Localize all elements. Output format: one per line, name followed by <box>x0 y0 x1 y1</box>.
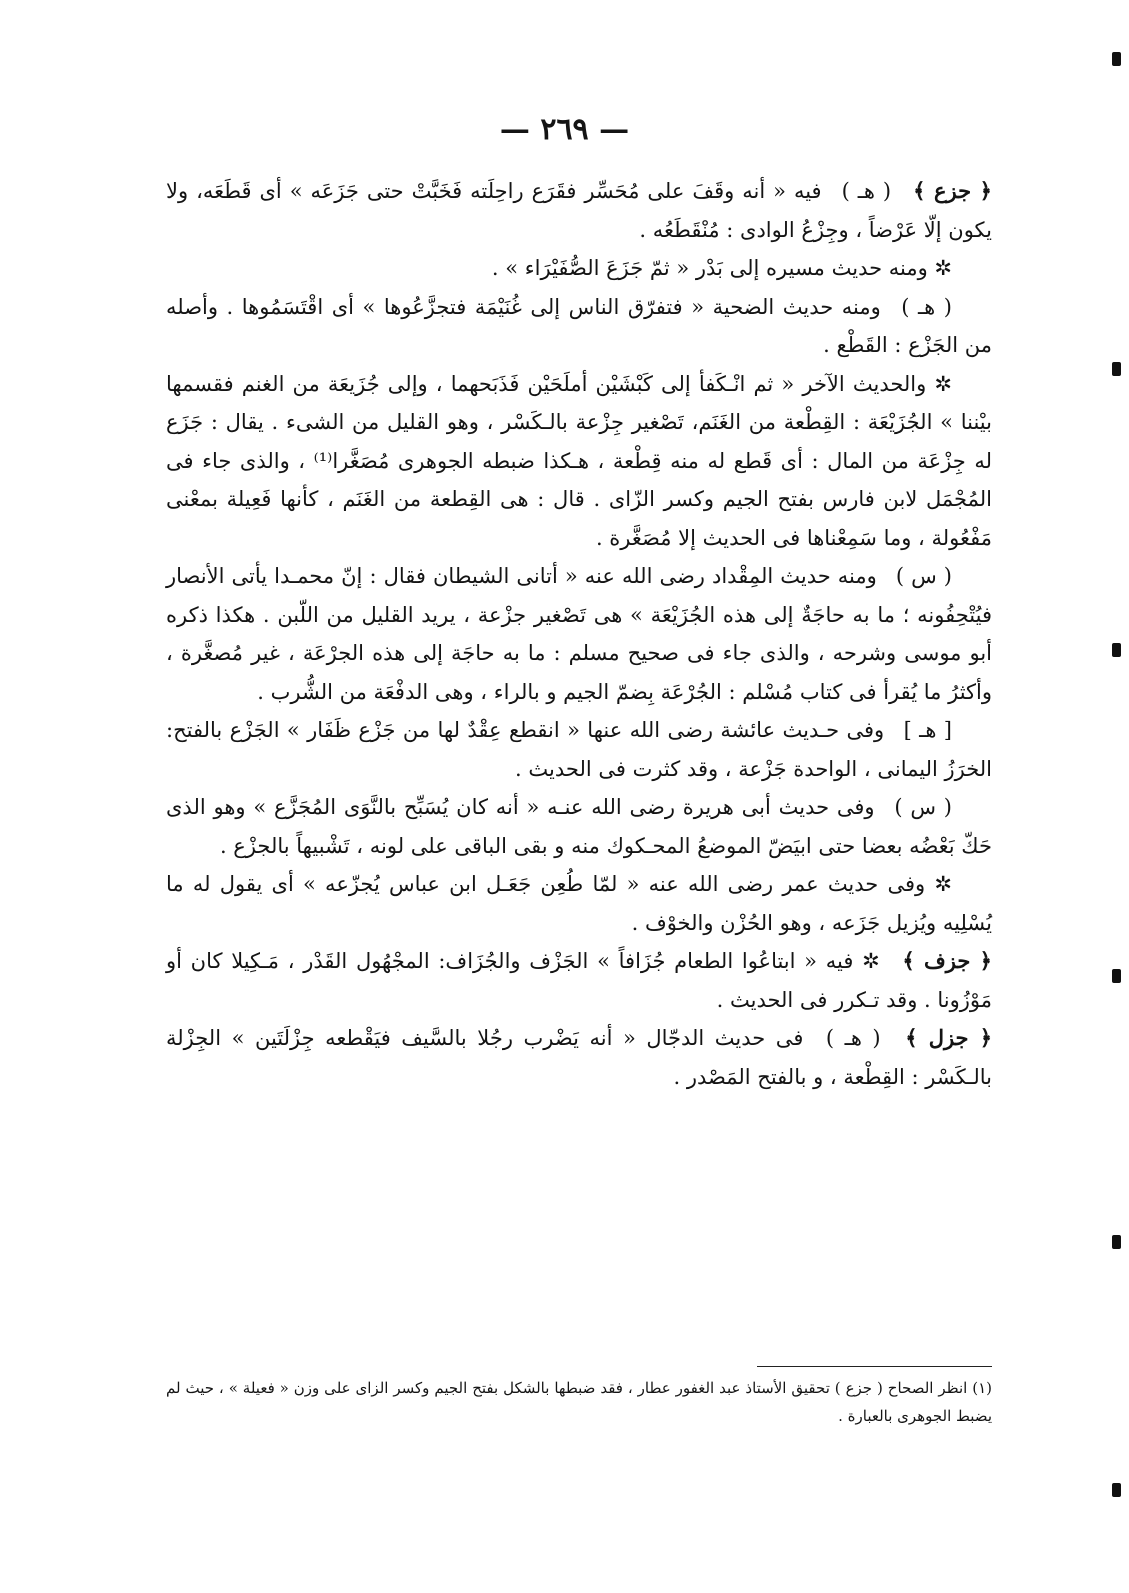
paragraph-text: ومنه حديث المِقْداد رضى الله عنه « أتانى الشيطان فقال : إنّ محمـدا يأتى الأنصار فيُتْحِفُونه ؛ ما به حاجَةٌ إلى هذه الجُزَيْعَة » هى تَصْغير جزْعة ، يريد القليل من اللّبن . هكذا ذكره أبو موسى وشرحه ، والذى جاء فى صحيح مسلم : ما به حاجَة إلى هذه الجرْعَة ، غير مُصغَّرة ، وأكثرُ ما يُقرأ فى كتاب مُسْلم : الجُرْعَة بِضمّ الجيم و بالراء ، وهى الدفْعَة من الشُّرب . <box>166 564 992 704</box>
entry-heading: ﴿ جزف ﴾ <box>902 948 992 973</box>
paragraph-text: فى حديث الدجّال « أنه يَضْرب رجُلا بالسَّيف فيَقْطعه جِزْلَتَين » الجِزْلة بالـكَسْر : القِطْعة ، و بالفتح المَصْدر . <box>166 1026 992 1089</box>
scan-edge-mark <box>1112 52 1121 66</box>
paragraph <box>166 288 992 365</box>
paragraph <box>166 365 992 558</box>
scan-edge-mark <box>1112 643 1121 657</box>
paragraph <box>166 942 992 1019</box>
paragraph-text: ✲ والحديث الآخر « ثم انْـكَفأ إلى كَبْشَيْن أملَحَيْن فَذَبَحهما ، وإلى جُزَيعَة من الغنم فقسمها بيْننا » الجُزَيْعَة : القِطْعة من الغَنَم، تَصْغير جِزْعة بالـكَسْر ، وهو القليل من الشىء . يقال : جَزَع له جِزْعَة من المال : أى قَطع له منه قِطْعة ، هـكذا ضبطه الجوهرى مُصَغَّرا⁽¹⁾ ، والذى جاء فى المُجْمَل لابن فارس بفتح الجيم وكسر الزّاى . قال : هى القِطعة من الغَنَم ، كأنها فَعِيلة بمعْنى مَفْعُولة ، وما سَمِعْناها فى الحديث إلا مُصَغَّرة . <box>166 371 992 550</box>
source-tag: ( هـ ) <box>825 1026 881 1050</box>
paragraph <box>166 1019 992 1096</box>
source-tag: ( س ) <box>895 564 952 588</box>
scan-edge-mark <box>1112 1483 1121 1497</box>
footnote-divider <box>757 1366 992 1367</box>
main-text <box>166 172 992 1096</box>
source-tag: ( هـ ) <box>841 179 892 203</box>
footnote <box>166 1374 992 1430</box>
paragraph <box>166 788 992 865</box>
paragraph-text: وفى حـديث عائشة رضى الله عنها « انقطع عِقْدٌ لها من جَزْع ظَفَار » الجَزْع بالفتح: الخرَزُ اليمانى ، الواحدة جَزْعة ، وقد كثرت فى الحديث . <box>166 718 992 781</box>
entry-heading: ﴿ جزع ﴾ <box>913 178 992 203</box>
paragraph <box>166 172 992 249</box>
scan-edge-mark <box>1112 969 1121 983</box>
paragraph <box>166 249 992 288</box>
entry-heading: ﴿ جزل ﴾ <box>905 1025 993 1050</box>
paragraph <box>166 711 992 788</box>
source-tag: [ هـ ] <box>903 718 952 742</box>
page-number: — ٢٦٩ — <box>499 112 630 147</box>
paragraph-text: ✲ فيه « ابتاعُوا الطعام جُزَافاً » الجَزْف والجُزَاف: المجْهُول القَدْر ، مَـكِيلا كان أو مَوْزُونا . وقد تـكرر فى الحديث . <box>166 949 992 1012</box>
paragraph-text: وفى حديث أبى هريرة رضى الله عنـه « أنه كان يُسَبِّح بالنَّوَى المُجَزَّع » وهو الذى حَكّ بَعْضُه بعضا حتى ابيَضّ الموضعُ المحـكوك منه و بقى الباقى على لونه ، تَشْبيهاً بالجزْع . <box>166 795 992 858</box>
scan-edge-mark <box>1112 362 1121 376</box>
paragraph-text: ✲ ومنه حديث مسيره إلى بَدْر « ثمّ جَزَعَ الصُّفَيْرَاء » . <box>491 256 952 280</box>
paragraph <box>166 865 992 942</box>
paragraph-text: ✲ وفى حديث عمر رضى الله عنه « لمّا طُعِن جَعَـل ابن عباس يُجزّعه » أى يقول له ما يُسْلِيه ويُزيل جَزَعه ، وهو الحُزْن والخوْف . <box>166 872 992 935</box>
paragraph-text: فيه « أنه وقَفَ على مُحَسِّر فقَرَع راحِلَته فَخَبَّتْ حتى جَزَعَه » أى قَطَعَه، ولا يكون إلّا عَرْضاً ، وجِزْعُ الوادى : مُنْقَطَعُه . <box>166 179 992 242</box>
scan-edge-mark <box>1112 1235 1121 1249</box>
source-tag: ( هـ ) <box>901 294 952 319</box>
source-tag: ( س ) <box>894 795 952 819</box>
paragraph-text: ومنه حديث الضحية « فتفرّق الناس إلى غُنَيْمَة فتجزَّعُوها » أى اقْتَسَمُوها . وأصله من الجَزْع : القَطْع . <box>166 294 992 357</box>
footnote-text: (١) انظر الصحاح ( جزع ) تحقيق الأستاذ عبد الغفور عطار ، فقد ضبطها بالشكل بفتح الجيم وكسر الزاى على وزن « فعيلة » ، حيث لم يضبط الجوهرى بالعبارة . <box>166 1379 992 1425</box>
paragraph <box>166 557 992 711</box>
